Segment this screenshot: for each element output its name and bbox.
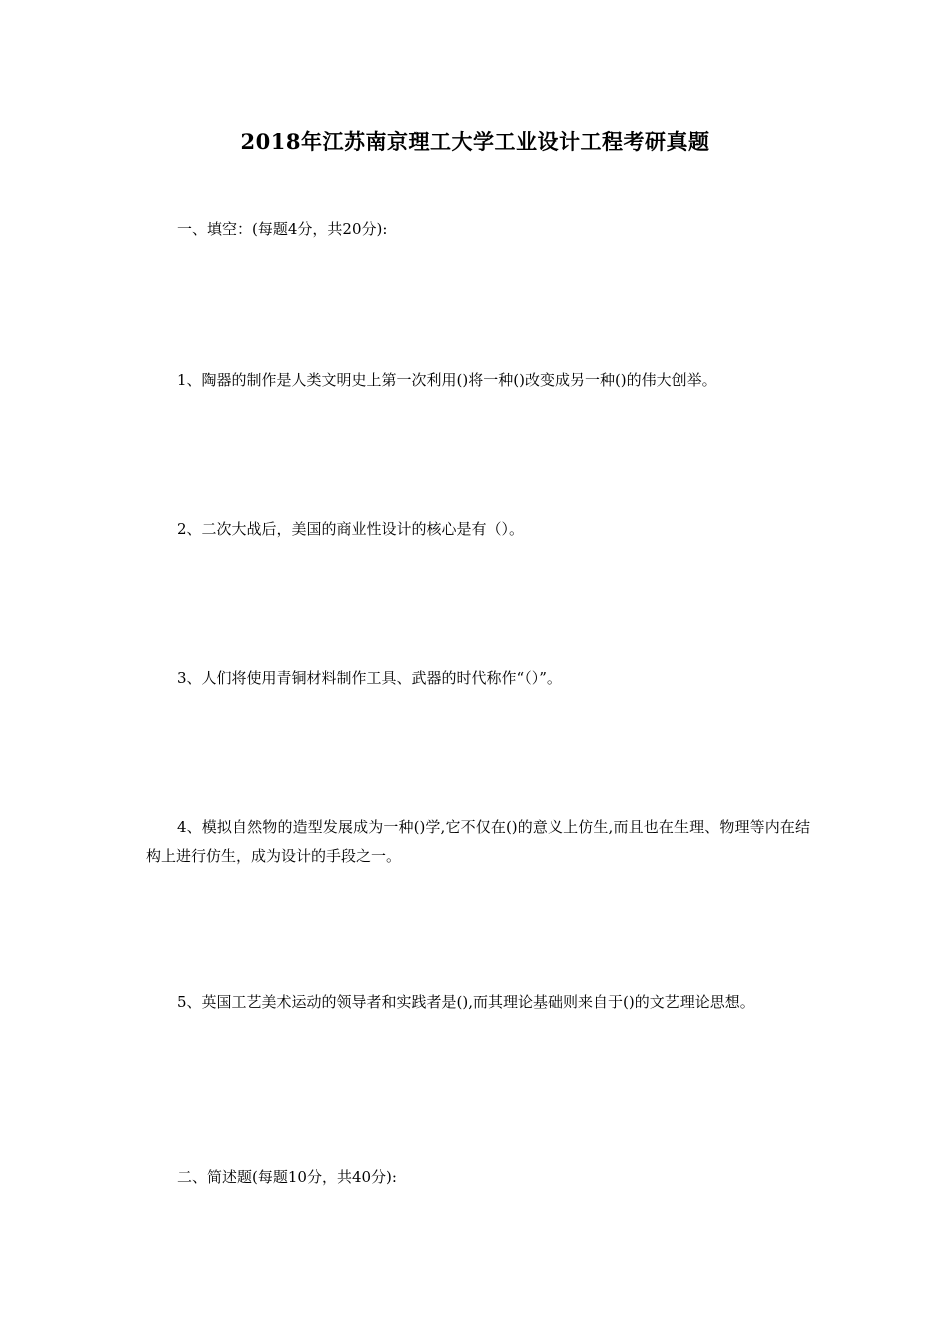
question-1: 1、陶器的制作是人类文明史上第一次利用()将一种()改变成另一种()的伟大创举。 — [177, 371, 717, 389]
question-2: 2、二次大战后，美国的商业性设计的核心是有（）。 — [177, 520, 525, 538]
section-heading-fill-in: 一、填空：(每题4分，共20分): — [177, 220, 388, 238]
question-5: 5、英国工艺美术运动的领导者和实践者是(),而其理论基础则来自于()的文艺理论思想。 — [177, 993, 755, 1011]
document-title: 2018年江苏南京理工大学工业设计工程考研真题 — [240, 129, 710, 154]
section-heading-short-answer: 二、简述题(每题10分，共40分): — [177, 1168, 397, 1186]
question-4: 4、模拟自然物的造型发展成为一种()学,它不仅在()的意义上仿生,而且也在生理、物理等内在结构上进行仿生，成为设计的手段之一。 — [146, 818, 810, 865]
question-3: 3、人们将使用青铜材料制作工具、武器的时代称作“（）”。 — [177, 669, 562, 687]
